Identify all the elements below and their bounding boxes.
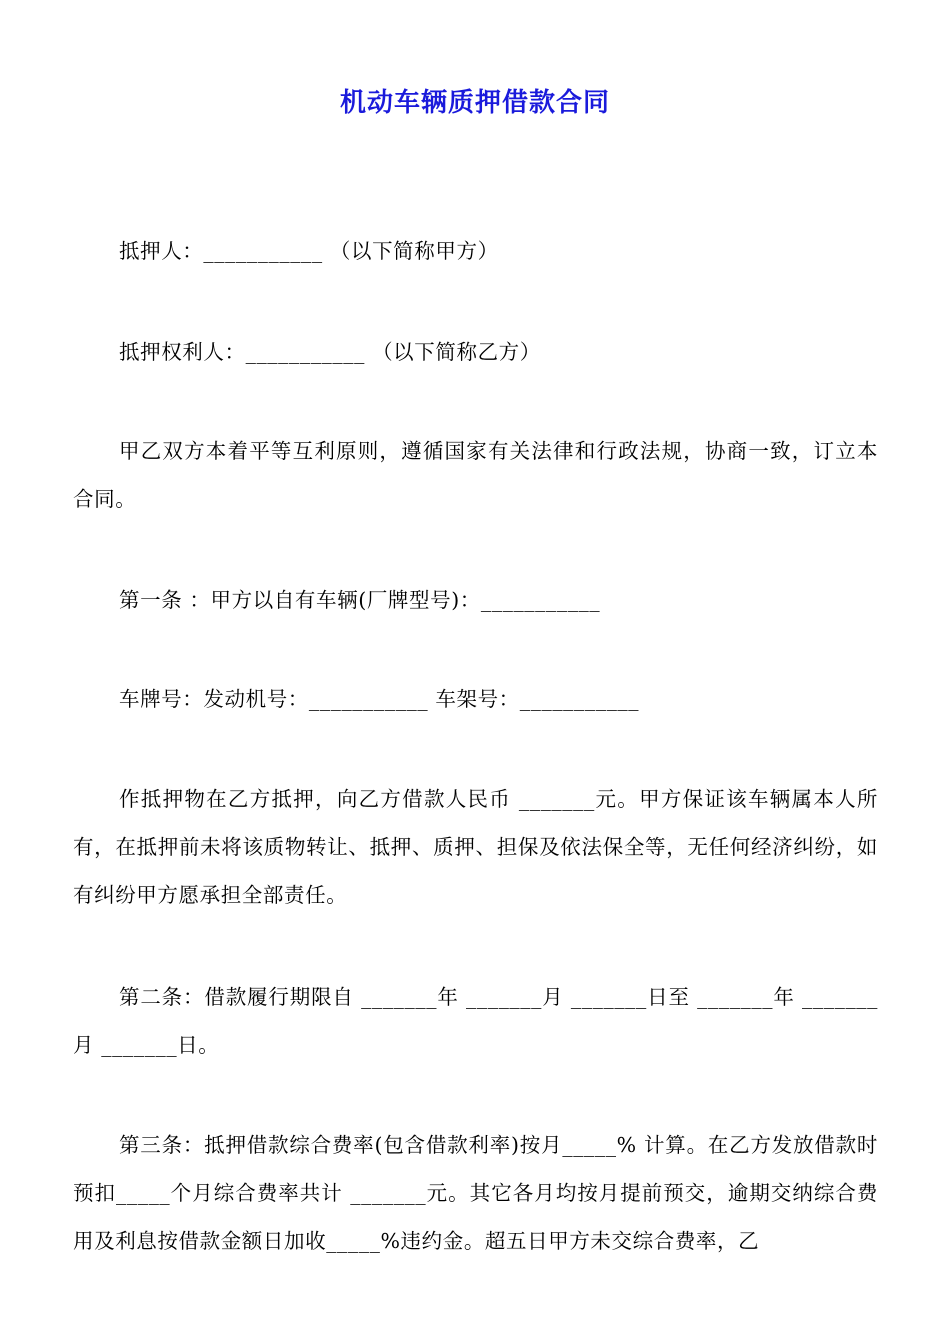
- paragraph-article-1: 第一条 ：甲方以自有车辆(厂牌型号)：___________: [119, 588, 601, 612]
- paragraph-pledge-terms: 作抵押物在乙方抵押，向乙方借款人民币 _______元。甲方保证该车辆属本人所有，在抵押前未将该质物转让、抵押、质押、担保及依法保全等，无任何经济纠纷，如有纠纷甲方愿承担全部责任。: [73, 787, 878, 907]
- paragraph-pledgor: 抵押人：___________ （以下简称甲方）: [119, 239, 499, 263]
- paragraph-article-3: 第三条：抵押借款综合费率(包含借款利率)按月_____% 计算。在乙方发放借款时预扣_____个月综合费率共计 _______元。其它各月均按月提前预交，逾期交纳综合费用及利息按借款金额日加收_____%违约金。超五日甲方未交综合费率，乙: [73, 1133, 878, 1253]
- document-title: 机动车辆质押借款合同: [339, 88, 610, 118]
- paragraph-pledgee: 抵押权利人：___________ （以下简称乙方）: [119, 340, 541, 364]
- paragraph-article-2: 第二条：借款履行期限自 _______年 _______月 _______日至 _______年 _______月 _______日。: [73, 985, 878, 1057]
- paragraph-vehicle-numbers: 车牌号：发动机号：___________ 车架号：___________: [119, 687, 640, 711]
- paragraph-preamble: 甲乙双方本着平等互利原则，遵循国家有关法律和行政法规，协商一致，订立本合同。: [73, 439, 878, 511]
